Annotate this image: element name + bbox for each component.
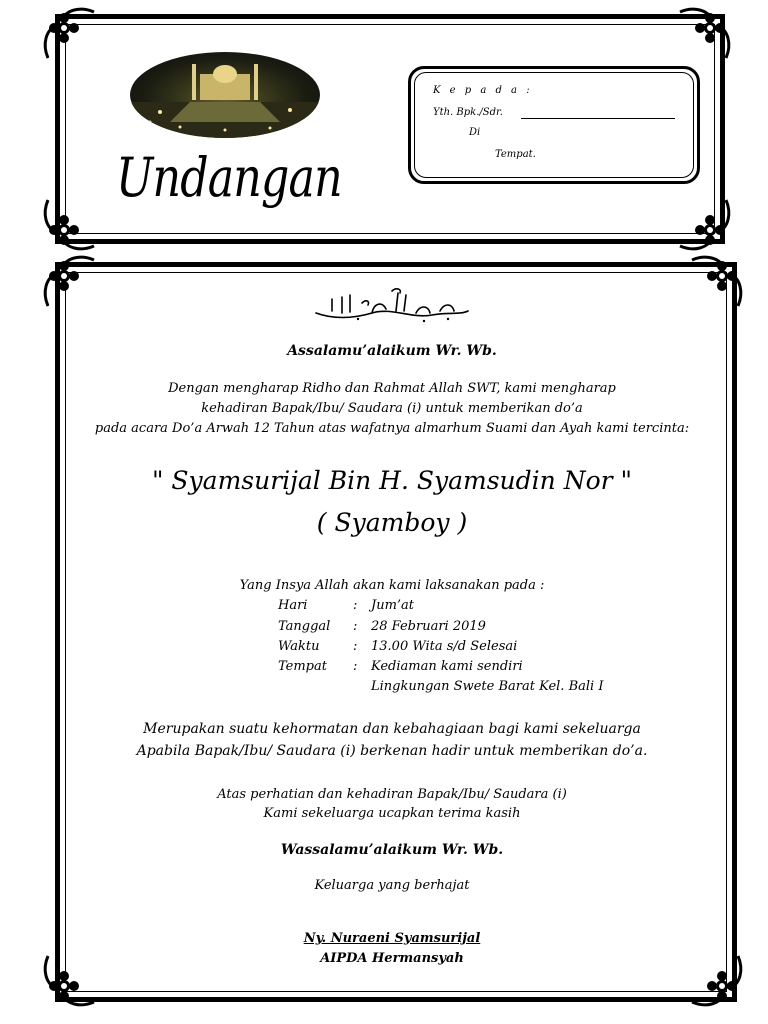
deceased-nickname: ( Syamboy ): [316, 508, 468, 537]
schedule-location-line2: Lingkungan Swete Barat Kel. Bali I: [371, 679, 604, 694]
host-label: Keluarga yang berhajat: [314, 878, 470, 893]
deceased-name: " Syamsurijal Bin H. Syamsudin Nor ": [151, 466, 633, 495]
address-tempat: Tempat.: [495, 149, 536, 160]
mosque-photo: [130, 52, 320, 138]
basmala-calligraphy: [312, 285, 472, 325]
signatory-name: AIPDA Hermansyah: [320, 951, 464, 966]
schedule-value-tanggal: 28 Februari 2019: [371, 619, 486, 634]
flower-ornament-icon: [672, 4, 734, 66]
thanks-line: Kami sekeluarga ucapkan terima kasih: [263, 806, 521, 821]
flower-ornament-icon: [40, 192, 102, 254]
schedule-label-hari: Hari: [278, 598, 308, 613]
address-di: Di: [469, 127, 481, 138]
schedule-colon: :: [353, 598, 358, 613]
flower-ornament-icon: [684, 252, 746, 314]
schedule-label-waktu: Waktu: [278, 639, 320, 654]
closing-greeting: Wassalamu’alaikum Wr. Wb.: [280, 842, 504, 858]
signatory-name: Ny. Nuraeni Syamsurijal: [303, 931, 481, 946]
address-kepada: K e p a d a :: [433, 85, 533, 96]
schedule-colon: :: [353, 619, 358, 634]
schedule-colon: :: [353, 659, 358, 674]
schedule-value-tempat: Kediaman kami sendiri: [371, 659, 523, 674]
greeting: Assalamu’alaikum Wr. Wb.: [287, 343, 497, 359]
flower-ornament-icon: [40, 252, 102, 314]
schedule-intro: Yang Insya Allah akan kami laksanakan pada :: [239, 578, 545, 593]
schedule-value-waktu: 13.00 Wita s/d Selesai: [371, 639, 518, 654]
intro-line: pada acara Do’a Arwah 12 Tahun atas wafatnya almarhum Suami dan Ayah kami tercinta:: [94, 421, 690, 436]
flower-ornament-icon: [40, 4, 102, 66]
intro-line: kehadiran Bapak/Ibu/ Saudara (i) untuk memberikan do’a: [201, 401, 583, 416]
schedule-value-hari: Jum’at: [371, 598, 415, 613]
schedule-colon: :: [353, 639, 358, 654]
thanks-line: Atas perhatian dan kehadiran Bapak/Ibu/ Saudara (i): [217, 787, 567, 802]
invitation-title: Undangan: [116, 146, 342, 209]
schedule-label-tanggal: Tanggal: [278, 619, 331, 634]
address-box: [408, 66, 700, 184]
flower-ornament-icon: [672, 192, 734, 254]
honor-line: Merupakan suatu kehormatan dan kebahagiaan bagi kami sekeluarga: [143, 721, 641, 737]
schedule-label-tempat: Tempat: [278, 659, 327, 674]
address-blank-line: [521, 118, 675, 119]
intro-line: Dengan mengharap Ridho dan Rahmat Allah SWT, kami mengharap: [168, 381, 616, 396]
honor-line: Apabila Bapak/Ibu/ Saudara (i) berkenan hadir untuk memberikan do’a.: [136, 743, 648, 759]
address-yth: Yth. Bpk./Sdr.: [433, 107, 503, 118]
